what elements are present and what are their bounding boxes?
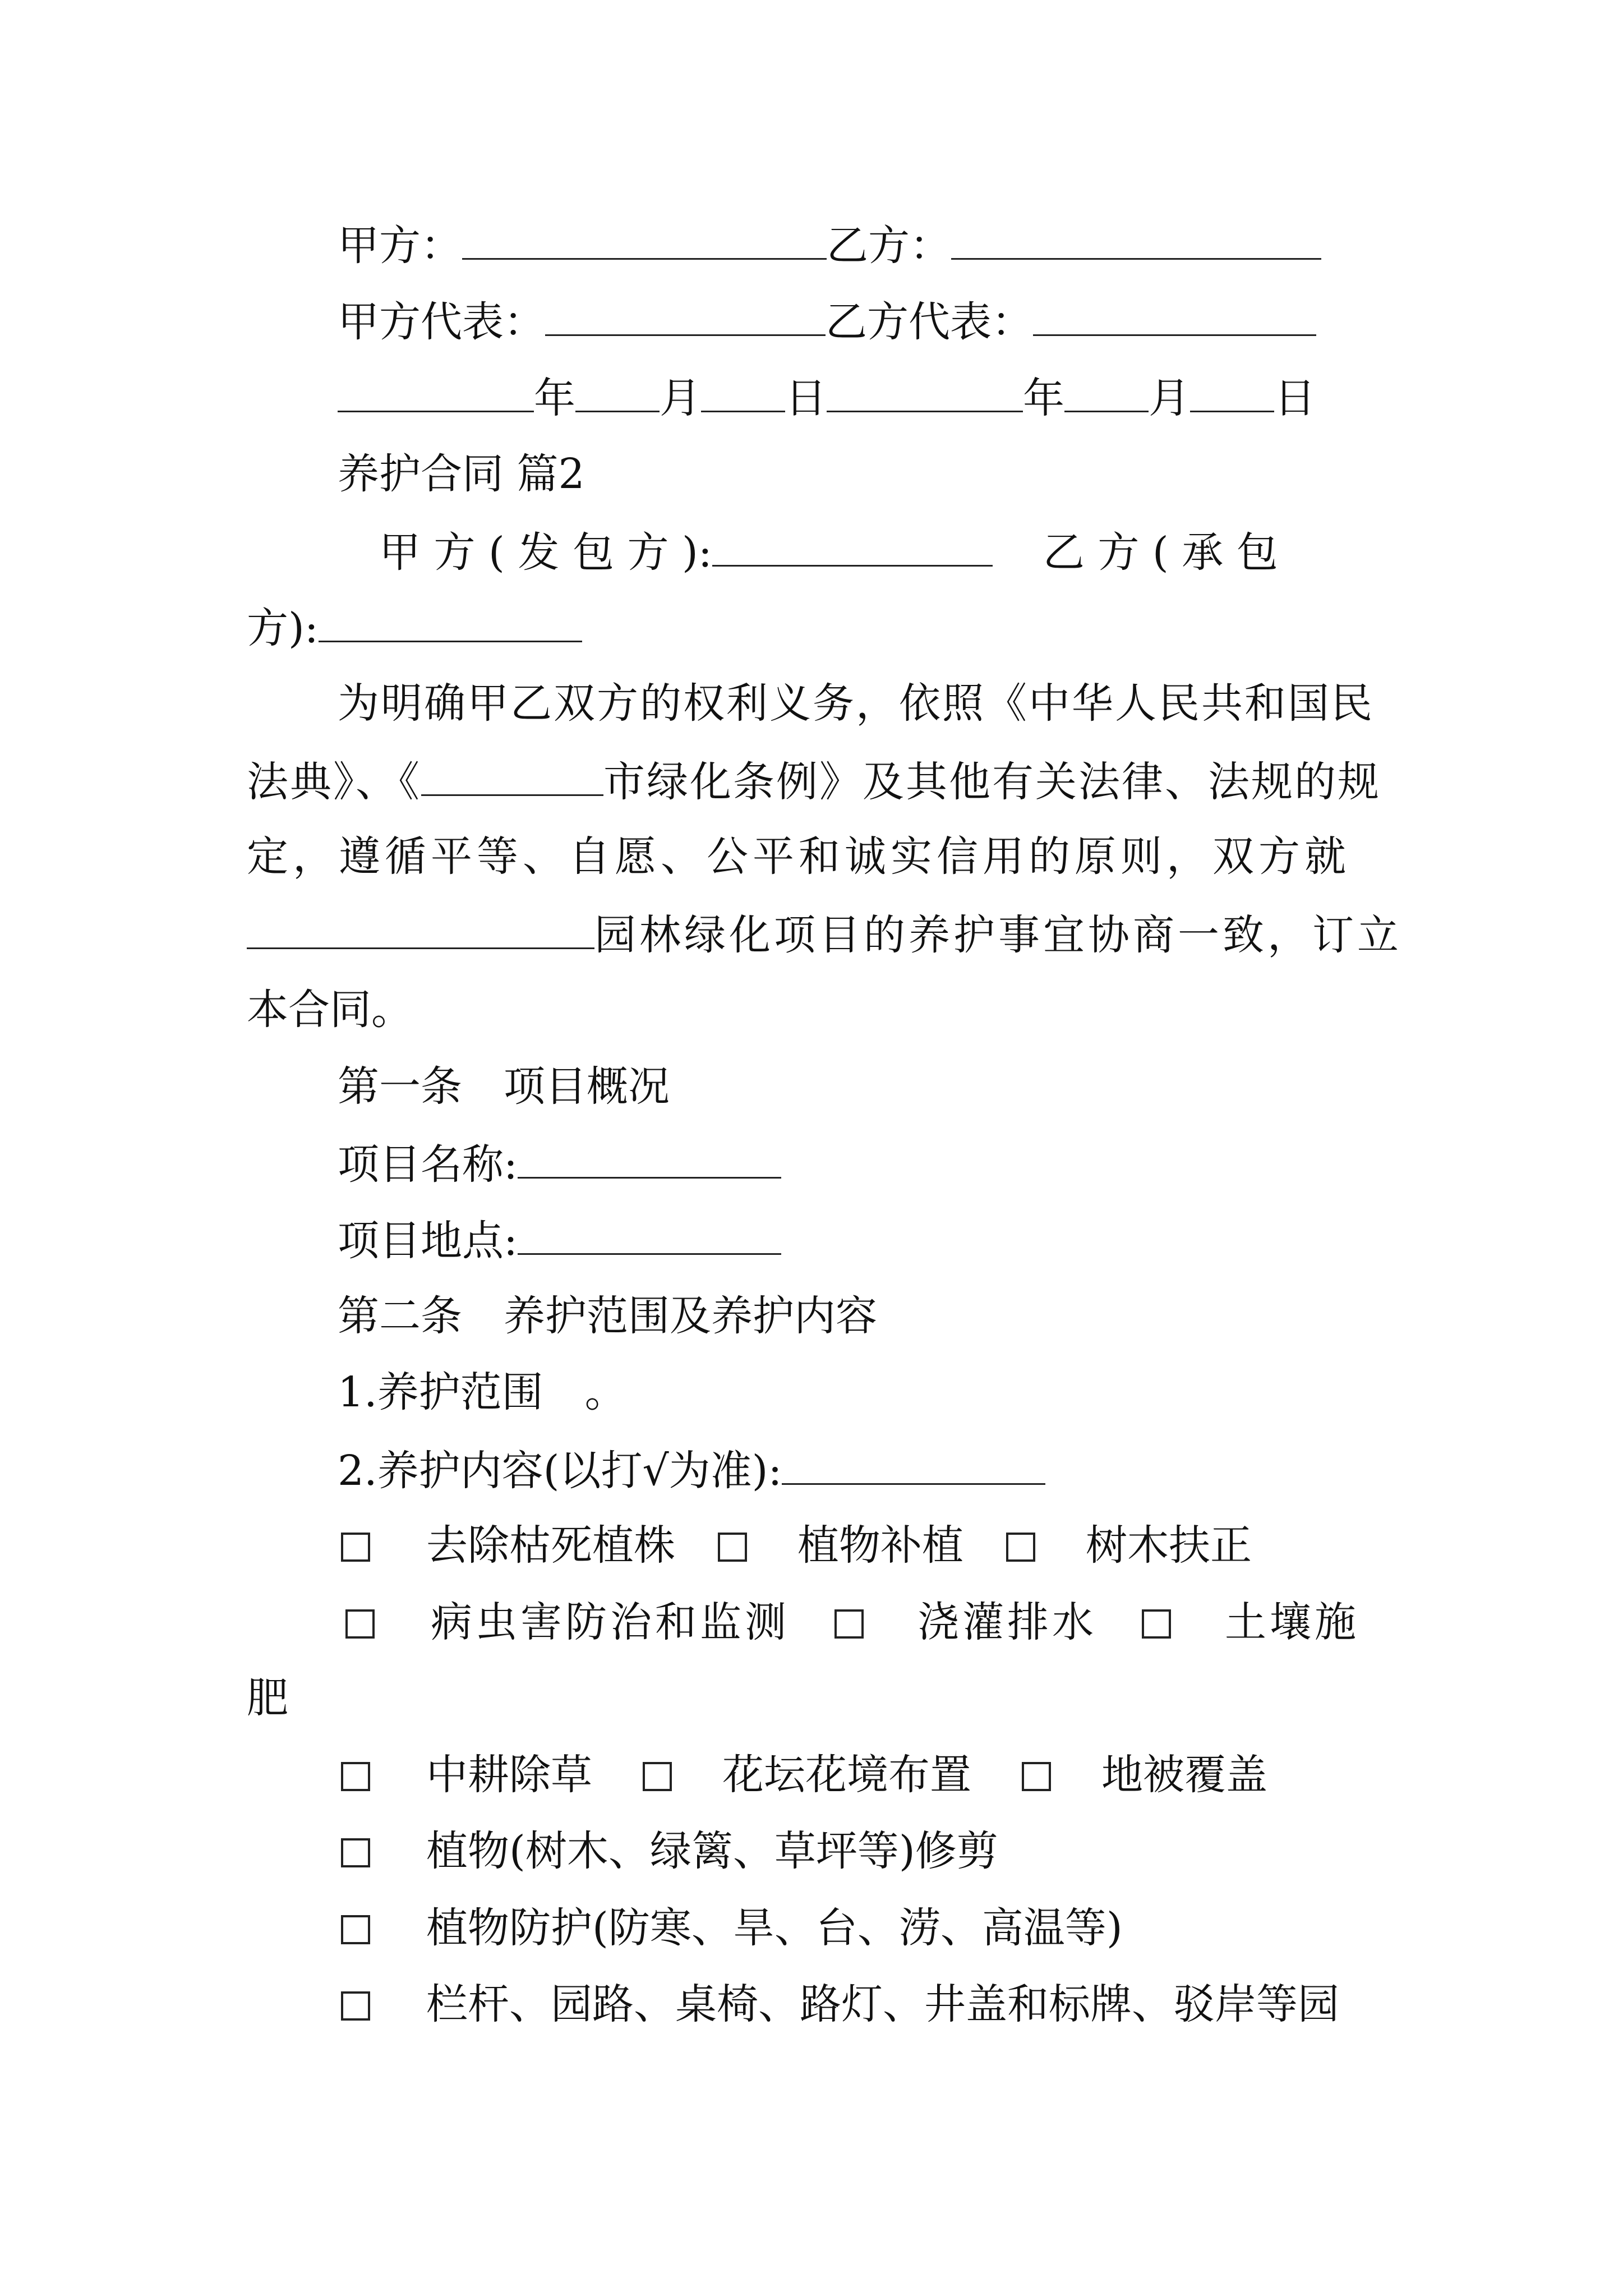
intro-line-4-text: 园林绿化项目的养护事宜协商一致，订立 xyxy=(594,911,1402,959)
intro-line-5: 本合同。 xyxy=(247,986,413,1034)
checkbox[interactable] xyxy=(341,1838,370,1867)
checkbox[interactable] xyxy=(1006,1533,1035,1562)
intro-line-2-b: 市绿化条例》及其他有关法律、法规的规 xyxy=(603,758,1381,806)
party-b-label: 乙方： xyxy=(827,222,951,270)
checkbox[interactable] xyxy=(341,1762,370,1791)
date-line xyxy=(338,374,1316,422)
checkbox[interactable] xyxy=(341,1533,370,1562)
checklist-row-1 xyxy=(341,1521,1252,1570)
day-a-blank xyxy=(701,376,785,412)
project-name-label: 项目名称: xyxy=(338,1140,518,1189)
section-title: 养护合同 篇2 xyxy=(338,450,585,498)
parties-line-cont xyxy=(247,604,582,652)
project-name-blank xyxy=(518,1142,781,1179)
maintenance-content-blank xyxy=(782,1448,1045,1485)
project-location-label: 项目地点: xyxy=(338,1217,518,1265)
checklist-row-6 xyxy=(341,1980,1339,2028)
contract-party-b-label-cont: 方): xyxy=(247,604,319,652)
checklist-item: 栏杆、园路、桌椅、路灯、井盖和标牌、驳岸等园 xyxy=(426,1980,1339,2028)
rep-b-blank xyxy=(1033,300,1316,336)
party-a-sign-line xyxy=(338,222,1321,270)
maintenance-content-label: 2.养护内容(以打√为准): xyxy=(338,1447,782,1495)
contract-party-b-label: 乙 方 ( 承 包 xyxy=(1043,528,1278,577)
month-a-label: 月 xyxy=(660,374,701,422)
parties-line xyxy=(379,528,1278,577)
checklist-item: 植物(树木、绿篱、草坪等)修剪 xyxy=(426,1827,998,1875)
checklist-item: 土壤施 xyxy=(1225,1598,1359,1646)
intro-line-1: 为明确甲乙双方的权利义务，依照《中华人民共和国民 xyxy=(338,679,1374,728)
month-a-blank xyxy=(575,376,660,412)
city-blank xyxy=(421,760,603,796)
contract-party-a-blank xyxy=(712,530,993,567)
checklist-item: 浇灌排水 xyxy=(917,1598,1097,1646)
party-a-label: 甲方： xyxy=(338,222,462,270)
party-a-blank xyxy=(462,223,827,260)
checklist-item: 花坛花境布置 xyxy=(722,1751,971,1799)
checklist-item: 去除枯死植株 xyxy=(426,1521,675,1570)
day-a-label: 日 xyxy=(785,374,827,422)
contract-party-a-label: 甲 方 ( 发 包 方 ): xyxy=(379,528,712,577)
checkbox[interactable] xyxy=(345,1609,375,1639)
contract-party-b-blank xyxy=(319,606,582,642)
checkbox[interactable] xyxy=(1022,1762,1051,1791)
project-location-line xyxy=(338,1217,781,1265)
project-name-line xyxy=(338,1140,781,1189)
checklist-item: 植物补植 xyxy=(797,1521,963,1570)
year-b-label: 年 xyxy=(1023,374,1064,422)
article-2-title: 第二条 养护范围及养护内容 xyxy=(338,1292,877,1340)
project-location-blank xyxy=(518,1218,781,1255)
intro-line-3: 定，遵循平等、自愿、公平和诚实信用的原则，双方就 xyxy=(247,832,1350,881)
checklist-item: 中耕除草 xyxy=(426,1751,592,1799)
checklist-item: 树木扶正 xyxy=(1086,1521,1252,1570)
checklist-row-5 xyxy=(341,1904,1123,1952)
checkbox[interactable] xyxy=(341,1915,370,1944)
checklist-row-2-cont: 肥 xyxy=(247,1674,288,1722)
checkbox[interactable] xyxy=(834,1609,864,1639)
party-b-blank xyxy=(951,223,1321,260)
year-a-label: 年 xyxy=(534,374,575,422)
day-b-blank xyxy=(1190,376,1274,412)
maintenance-content-line xyxy=(338,1447,1045,1495)
month-b-label: 月 xyxy=(1149,374,1190,422)
checklist-row-2 xyxy=(345,1598,1359,1646)
year-a-blank xyxy=(338,376,534,412)
checklist-item: 植物防护(防寒、旱、台、涝、高温等) xyxy=(426,1904,1123,1952)
checkbox[interactable] xyxy=(1142,1609,1171,1639)
checkbox[interactable] xyxy=(643,1762,672,1791)
maintenance-scope: 1.养护范围 。 xyxy=(338,1368,626,1416)
checkbox[interactable] xyxy=(718,1533,747,1562)
day-b-label: 日 xyxy=(1274,374,1316,422)
intro-line-2 xyxy=(247,758,1381,806)
intro-line-4 xyxy=(247,911,1402,959)
month-b-blank xyxy=(1064,376,1149,412)
checklist-row-3 xyxy=(341,1751,1267,1799)
checklist-item: 病虫害防治和监测 xyxy=(431,1598,790,1646)
article-1-title: 第一条 项目概况 xyxy=(338,1062,670,1111)
intro-line-2-a: 法典》、《 xyxy=(247,758,421,806)
checklist-item: 地被覆盖 xyxy=(1101,1751,1267,1799)
year-b-blank xyxy=(827,376,1023,412)
checklist-row-4 xyxy=(341,1827,998,1875)
representative-line xyxy=(338,298,1316,346)
checkbox[interactable] xyxy=(341,1991,370,2021)
rep-a-label: 甲方代表： xyxy=(338,298,545,346)
rep-a-blank xyxy=(545,300,826,336)
rep-b-label: 乙方代表： xyxy=(826,298,1033,346)
project-blank xyxy=(247,913,594,949)
